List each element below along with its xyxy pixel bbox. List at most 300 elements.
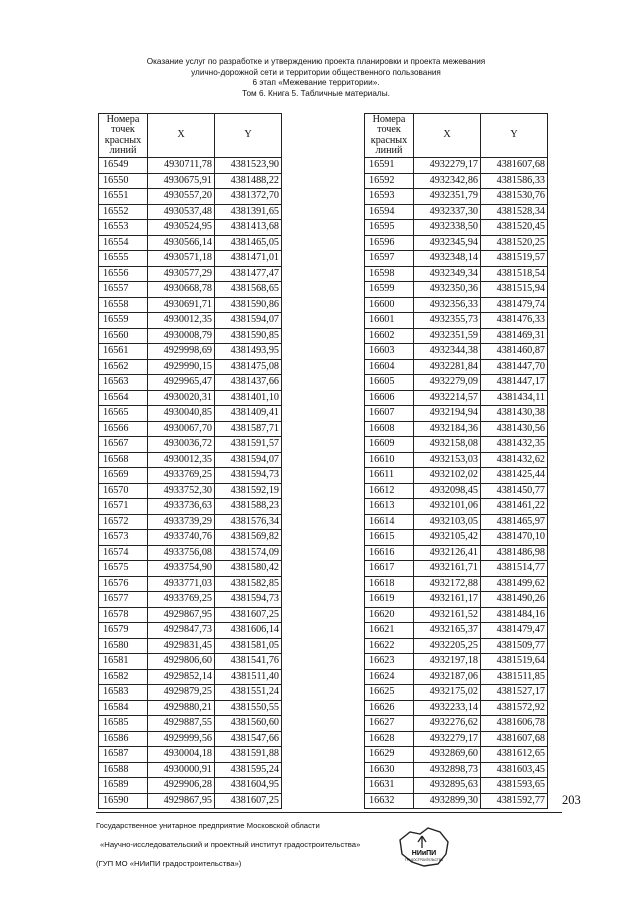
point-number-cell: 16618 — [365, 576, 414, 592]
header-word: точек — [111, 124, 135, 136]
point-number-cell: 16556 — [99, 266, 148, 282]
y-coordinate-cell: 4381484,16 — [481, 607, 548, 623]
y-coordinate-cell: 4381580,42 — [215, 561, 282, 577]
table-row — [99, 685, 282, 701]
y-coordinate-cell: 4381409,41 — [215, 406, 282, 422]
point-number-cell: 16561 — [99, 344, 148, 360]
point-number-cell: 16612 — [365, 483, 414, 499]
point-number-cell: 16585 — [99, 716, 148, 732]
y-coordinate-cell: 4381586,33 — [481, 173, 548, 189]
table-row — [365, 592, 548, 608]
table-row — [365, 173, 548, 189]
x-coordinate-cell: 4930571,18 — [148, 251, 215, 267]
table-row — [99, 297, 282, 313]
point-number-cell: 16575 — [99, 561, 148, 577]
point-number-cell: 16565 — [99, 406, 148, 422]
table-row — [365, 623, 548, 639]
point-number-cell: 16620 — [365, 607, 414, 623]
x-coordinate-cell: 4933739,29 — [148, 514, 215, 530]
y-coordinate-cell: 4381461,22 — [481, 499, 548, 515]
point-number-cell: 16558 — [99, 297, 148, 313]
column-header-x: X — [148, 114, 215, 158]
x-coordinate-cell: 4932103,05 — [414, 514, 481, 530]
y-coordinate-cell: 4381470,10 — [481, 530, 548, 546]
y-coordinate-cell: 4381499,62 — [481, 576, 548, 592]
y-coordinate-cell: 4381594,07 — [215, 452, 282, 468]
y-coordinate-cell: 4381465,05 — [215, 235, 282, 251]
y-coordinate-cell: 4381479,47 — [481, 623, 548, 639]
point-number-cell: 16593 — [365, 189, 414, 205]
point-number-cell: 16608 — [365, 421, 414, 437]
table-row — [365, 344, 548, 360]
point-number-cell: 16624 — [365, 669, 414, 685]
table-row — [99, 669, 282, 685]
y-coordinate-cell: 4381465,97 — [481, 514, 548, 530]
y-coordinate-cell: 4381518,54 — [481, 266, 548, 282]
header-word: Номера — [106, 114, 140, 125]
y-coordinate-cell: 4381520,45 — [481, 220, 548, 236]
x-coordinate-cell: 4930566,14 — [148, 235, 215, 251]
point-number-cell: 16577 — [99, 592, 148, 608]
y-coordinate-cell: 4381469,31 — [481, 328, 548, 344]
table-row — [365, 437, 548, 453]
point-number-cell: 16591 — [365, 158, 414, 174]
x-coordinate-cell: 4930012,35 — [148, 313, 215, 329]
header-line-2: улично-дорожной сети и территории общественного пользования — [191, 67, 441, 77]
point-number-cell: 16549 — [99, 158, 148, 174]
point-number-cell: 16581 — [99, 654, 148, 670]
table-row — [99, 638, 282, 654]
table-row — [365, 762, 548, 778]
point-number-cell: 16619 — [365, 592, 414, 608]
table-row — [99, 189, 282, 205]
x-coordinate-cell: 4932899,30 — [414, 793, 481, 809]
y-coordinate-cell: 4381593,65 — [481, 778, 548, 794]
table-row — [365, 204, 548, 220]
y-coordinate-cell: 4381582,85 — [215, 576, 282, 592]
point-number-cell: 16578 — [99, 607, 148, 623]
x-coordinate-cell: 4932350,36 — [414, 282, 481, 298]
table-row — [365, 576, 548, 592]
point-number-cell: 16590 — [99, 793, 148, 809]
x-coordinate-cell: 4932281,84 — [414, 359, 481, 375]
y-coordinate-cell: 4381581,05 — [215, 638, 282, 654]
point-number-cell: 16600 — [365, 297, 414, 313]
table-row — [99, 452, 282, 468]
table-row — [99, 716, 282, 732]
x-coordinate-cell: 4932355,73 — [414, 313, 481, 329]
y-coordinate-cell: 4381450,77 — [481, 483, 548, 499]
x-coordinate-cell: 4933740,76 — [148, 530, 215, 546]
table-row — [99, 731, 282, 747]
x-coordinate-cell: 4930537,48 — [148, 204, 215, 220]
point-number-cell: 16554 — [99, 235, 148, 251]
x-coordinate-cell: 4930067,70 — [148, 421, 215, 437]
y-coordinate-cell: 4381519,57 — [481, 251, 548, 267]
table-row — [99, 468, 282, 484]
y-coordinate-cell: 4381460,87 — [481, 344, 548, 360]
x-coordinate-cell: 4929852,14 — [148, 669, 215, 685]
x-coordinate-cell: 4929990,15 — [148, 359, 215, 375]
x-coordinate-cell: 4932349,34 — [414, 266, 481, 282]
table-row — [99, 514, 282, 530]
table-row — [365, 297, 548, 313]
table-row — [365, 313, 548, 329]
point-number-cell: 16563 — [99, 375, 148, 391]
x-coordinate-cell: 4932356,33 — [414, 297, 481, 313]
x-coordinate-cell: 4930577,29 — [148, 266, 215, 282]
table-row — [365, 545, 548, 561]
point-number-cell: 16596 — [365, 235, 414, 251]
y-coordinate-cell: 4381413,68 — [215, 220, 282, 236]
y-coordinate-cell: 4381588,23 — [215, 499, 282, 515]
table-row — [365, 235, 548, 251]
y-coordinate-cell: 4381607,25 — [215, 793, 282, 809]
column-header-y: Y — [481, 114, 548, 158]
point-number-cell: 16583 — [99, 685, 148, 701]
point-number-cell: 16560 — [99, 328, 148, 344]
y-coordinate-cell: 4381447,70 — [481, 359, 548, 375]
table-row — [99, 421, 282, 437]
point-number-cell: 16603 — [365, 344, 414, 360]
table-row — [365, 406, 548, 422]
x-coordinate-cell: 4932175,02 — [414, 685, 481, 701]
point-number-cell: 16598 — [365, 266, 414, 282]
y-coordinate-cell: 4381607,68 — [481, 158, 548, 174]
x-coordinate-cell: 4932197,18 — [414, 654, 481, 670]
table-row — [365, 375, 548, 391]
footer-line-3: (ГУП МО «НИиПИ градостроительства») — [96, 859, 242, 868]
table-row — [99, 437, 282, 453]
x-coordinate-cell: 4929831,45 — [148, 638, 215, 654]
table-row — [365, 282, 548, 298]
y-coordinate-cell: 4381590,86 — [215, 297, 282, 313]
x-coordinate-cell: 4930004,18 — [148, 747, 215, 763]
x-coordinate-cell: 4929906,28 — [148, 778, 215, 794]
y-coordinate-cell: 4381509,77 — [481, 638, 548, 654]
column-header-y: Y — [215, 114, 282, 158]
x-coordinate-cell: 4929887,55 — [148, 716, 215, 732]
y-coordinate-cell: 4381574,09 — [215, 545, 282, 561]
y-coordinate-cell: 4381447,17 — [481, 375, 548, 391]
table-row — [99, 173, 282, 189]
y-coordinate-cell: 4381595,24 — [215, 762, 282, 778]
y-coordinate-cell: 4381511,40 — [215, 669, 282, 685]
table-row — [99, 282, 282, 298]
table-row — [365, 220, 548, 236]
table-row — [99, 700, 282, 716]
y-coordinate-cell: 4381594,73 — [215, 592, 282, 608]
x-coordinate-cell: 4932172,88 — [414, 576, 481, 592]
y-coordinate-cell: 4381572,92 — [481, 700, 548, 716]
x-coordinate-cell: 4932214,57 — [414, 390, 481, 406]
point-number-cell: 16631 — [365, 778, 414, 794]
x-coordinate-cell: 4932279,17 — [414, 731, 481, 747]
table-row — [365, 685, 548, 701]
point-number-cell: 16617 — [365, 561, 414, 577]
point-number-cell: 16576 — [99, 576, 148, 592]
table-row — [99, 158, 282, 174]
table-row — [99, 654, 282, 670]
point-number-cell: 16599 — [365, 282, 414, 298]
x-coordinate-cell: 4933754,90 — [148, 561, 215, 577]
table-row — [365, 421, 548, 437]
table-row — [99, 204, 282, 220]
x-coordinate-cell: 4929880,21 — [148, 700, 215, 716]
point-number-cell: 16564 — [99, 390, 148, 406]
table-row — [99, 793, 282, 809]
y-coordinate-cell: 4381604,95 — [215, 778, 282, 794]
footer-line-2: «Научно-исследовательский и проектный институт градостроительства» — [100, 840, 361, 849]
y-coordinate-cell: 4381471,01 — [215, 251, 282, 267]
x-coordinate-cell: 4930711,78 — [148, 158, 215, 174]
y-coordinate-cell: 4381488,22 — [215, 173, 282, 189]
point-number-cell: 16601 — [365, 313, 414, 329]
point-number-cell: 16588 — [99, 762, 148, 778]
table-row — [99, 530, 282, 546]
point-number-cell: 16572 — [99, 514, 148, 530]
x-coordinate-cell: 4933756,08 — [148, 545, 215, 561]
table-row — [99, 545, 282, 561]
table-row — [365, 607, 548, 623]
x-coordinate-cell: 4930691,71 — [148, 297, 215, 313]
x-coordinate-cell: 4929965,47 — [148, 375, 215, 391]
table-row — [365, 499, 548, 515]
x-coordinate-cell: 4929879,25 — [148, 685, 215, 701]
x-coordinate-cell: 4930012,35 — [148, 452, 215, 468]
table-row — [365, 468, 548, 484]
table-row — [365, 452, 548, 468]
tower-mark — [418, 836, 426, 848]
table-row — [99, 561, 282, 577]
table-row — [365, 483, 548, 499]
point-number-cell: 16628 — [365, 731, 414, 747]
y-coordinate-cell: 4381606,14 — [215, 623, 282, 639]
point-number-cell: 16553 — [99, 220, 148, 236]
point-number-cell: 16622 — [365, 638, 414, 654]
table-row — [99, 328, 282, 344]
x-coordinate-cell: 4932895,63 — [414, 778, 481, 794]
y-coordinate-cell: 4381476,33 — [481, 313, 548, 329]
y-coordinate-cell: 4381541,76 — [215, 654, 282, 670]
table-row — [99, 747, 282, 763]
x-coordinate-cell: 4930000,91 — [148, 762, 215, 778]
table-row — [365, 189, 548, 205]
y-coordinate-cell: 4381606,78 — [481, 716, 548, 732]
table-row — [99, 592, 282, 608]
x-coordinate-cell: 4930008,79 — [148, 328, 215, 344]
x-coordinate-cell: 4932338,50 — [414, 220, 481, 236]
point-number-cell: 16569 — [99, 468, 148, 484]
y-coordinate-cell: 4381569,82 — [215, 530, 282, 546]
point-number-cell: 16571 — [99, 499, 148, 515]
x-coordinate-cell: 4932898,73 — [414, 762, 481, 778]
x-coordinate-cell: 4932351,59 — [414, 328, 481, 344]
header-word: красных — [104, 134, 142, 146]
x-coordinate-cell: 4929867,95 — [148, 793, 215, 809]
point-number-cell: 16551 — [99, 189, 148, 205]
point-number-cell: 16604 — [365, 359, 414, 375]
x-coordinate-cell: 4932205,25 — [414, 638, 481, 654]
table-row — [99, 390, 282, 406]
table-row — [99, 623, 282, 639]
y-coordinate-cell: 4381434,11 — [481, 390, 548, 406]
point-number-cell: 16570 — [99, 483, 148, 499]
column-header-point-numbers — [99, 114, 148, 158]
header-word: красных — [370, 134, 408, 146]
table-row — [99, 313, 282, 329]
point-number-cell: 16616 — [365, 545, 414, 561]
x-coordinate-cell: 4932158,08 — [414, 437, 481, 453]
x-coordinate-cell: 4932345,94 — [414, 235, 481, 251]
table-row — [365, 778, 548, 794]
y-coordinate-cell: 4381437,66 — [215, 375, 282, 391]
x-coordinate-cell: 4929806,60 — [148, 654, 215, 670]
point-number-cell: 16573 — [99, 530, 148, 546]
point-number-cell: 16567 — [99, 437, 148, 453]
point-number-cell: 16579 — [99, 623, 148, 639]
point-number-cell: 16595 — [365, 220, 414, 236]
x-coordinate-cell: 4929867,95 — [148, 607, 215, 623]
point-number-cell: 16589 — [99, 778, 148, 794]
point-number-cell: 16607 — [365, 406, 414, 422]
x-coordinate-cell: 4930668,78 — [148, 282, 215, 298]
y-coordinate-cell: 4381519,64 — [481, 654, 548, 670]
x-coordinate-cell: 4932279,09 — [414, 375, 481, 391]
y-coordinate-cell: 4381591,57 — [215, 437, 282, 453]
x-coordinate-cell: 4932102,02 — [414, 468, 481, 484]
table-row — [365, 251, 548, 267]
point-number-cell: 16605 — [365, 375, 414, 391]
table-row — [99, 375, 282, 391]
y-coordinate-cell: 4381612,65 — [481, 747, 548, 763]
y-coordinate-cell: 4381475,08 — [215, 359, 282, 375]
point-number-cell: 16629 — [365, 747, 414, 763]
footer-divider — [96, 812, 562, 813]
table-row — [99, 576, 282, 592]
point-number-cell: 16586 — [99, 731, 148, 747]
logo-text-bottom: ГРАДОСТРОИТЕЛЬСТВА — [405, 858, 443, 862]
table-row — [365, 669, 548, 685]
table-row — [365, 638, 548, 654]
x-coordinate-cell: 4932101,06 — [414, 499, 481, 515]
x-coordinate-cell: 4930557,20 — [148, 189, 215, 205]
x-coordinate-cell: 4930040,85 — [148, 406, 215, 422]
x-coordinate-cell: 4932344,38 — [414, 344, 481, 360]
point-number-cell: 16621 — [365, 623, 414, 639]
y-coordinate-cell: 4381430,38 — [481, 406, 548, 422]
logo-text-top: НИиПИ — [411, 850, 437, 857]
y-coordinate-cell: 4381425,44 — [481, 468, 548, 484]
point-number-cell: 16609 — [365, 437, 414, 453]
table-row — [99, 251, 282, 267]
y-coordinate-cell: 4381527,17 — [481, 685, 548, 701]
column-header-point-numbers — [365, 114, 414, 158]
y-coordinate-cell: 4381550,55 — [215, 700, 282, 716]
point-number-cell: 16555 — [99, 251, 148, 267]
x-coordinate-cell: 4932337,30 — [414, 204, 481, 220]
header-line-4: Том 6. Книга 5. Табличные материалы. — [242, 88, 390, 98]
point-number-cell: 16615 — [365, 530, 414, 546]
point-number-cell: 16584 — [99, 700, 148, 716]
y-coordinate-cell: 4381490,26 — [481, 592, 548, 608]
y-coordinate-cell: 4381592,19 — [215, 483, 282, 499]
coordinates-table-right — [364, 113, 548, 809]
table-header-row — [365, 114, 548, 158]
y-coordinate-cell: 4381432,35 — [481, 437, 548, 453]
y-coordinate-cell: 4381493,95 — [215, 344, 282, 360]
table-body — [99, 158, 282, 809]
y-coordinate-cell: 4381607,68 — [481, 731, 548, 747]
x-coordinate-cell: 4932351,79 — [414, 189, 481, 205]
y-coordinate-cell: 4381523,90 — [215, 158, 282, 174]
table-row — [365, 266, 548, 282]
x-coordinate-cell: 4933736,63 — [148, 499, 215, 515]
x-coordinate-cell: 4932187,06 — [414, 669, 481, 685]
point-number-cell: 16614 — [365, 514, 414, 530]
table-row — [365, 716, 548, 732]
x-coordinate-cell: 4932342,86 — [414, 173, 481, 189]
x-coordinate-cell: 4929847,73 — [148, 623, 215, 639]
y-coordinate-cell: 4381511,85 — [481, 669, 548, 685]
column-header-x: X — [414, 114, 481, 158]
table-row — [99, 406, 282, 422]
x-coordinate-cell: 4932161,52 — [414, 607, 481, 623]
point-number-cell: 16623 — [365, 654, 414, 670]
y-coordinate-cell: 4381528,34 — [481, 204, 548, 220]
table-row — [99, 607, 282, 623]
point-number-cell: 16550 — [99, 173, 148, 189]
document-header — [0, 57, 632, 99]
x-coordinate-cell: 4932869,60 — [414, 747, 481, 763]
y-coordinate-cell: 4381603,45 — [481, 762, 548, 778]
page-number: 203 — [562, 793, 581, 807]
x-coordinate-cell: 4929999,56 — [148, 731, 215, 747]
y-coordinate-cell: 4381590,85 — [215, 328, 282, 344]
table-row — [365, 793, 548, 809]
point-number-cell: 16632 — [365, 793, 414, 809]
y-coordinate-cell: 4381547,66 — [215, 731, 282, 747]
document-footer — [96, 816, 360, 873]
y-coordinate-cell: 4381594,07 — [215, 313, 282, 329]
point-number-cell: 16610 — [365, 452, 414, 468]
y-coordinate-cell: 4381592,77 — [481, 793, 548, 809]
y-coordinate-cell: 4381560,60 — [215, 716, 282, 732]
x-coordinate-cell: 4932279,17 — [414, 158, 481, 174]
table-row — [365, 514, 548, 530]
y-coordinate-cell: 4381514,77 — [481, 561, 548, 577]
x-coordinate-cell: 4932098,45 — [414, 483, 481, 499]
y-coordinate-cell: 4381477,47 — [215, 266, 282, 282]
y-coordinate-cell: 4381568,65 — [215, 282, 282, 298]
table-row — [99, 762, 282, 778]
y-coordinate-cell: 4381515,94 — [481, 282, 548, 298]
header-word: Номера — [372, 114, 406, 125]
y-coordinate-cell: 4381587,71 — [215, 421, 282, 437]
x-coordinate-cell: 4932348,14 — [414, 251, 481, 267]
y-coordinate-cell: 4381432,62 — [481, 452, 548, 468]
x-coordinate-cell: 4930020,31 — [148, 390, 215, 406]
x-coordinate-cell: 4933771,03 — [148, 576, 215, 592]
y-coordinate-cell: 4381486,98 — [481, 545, 548, 561]
table-row — [365, 561, 548, 577]
point-number-cell: 16606 — [365, 390, 414, 406]
y-coordinate-cell: 4381551,24 — [215, 685, 282, 701]
table-row — [365, 328, 548, 344]
point-number-cell: 16582 — [99, 669, 148, 685]
y-coordinate-cell: 4381576,34 — [215, 514, 282, 530]
table-row — [99, 483, 282, 499]
